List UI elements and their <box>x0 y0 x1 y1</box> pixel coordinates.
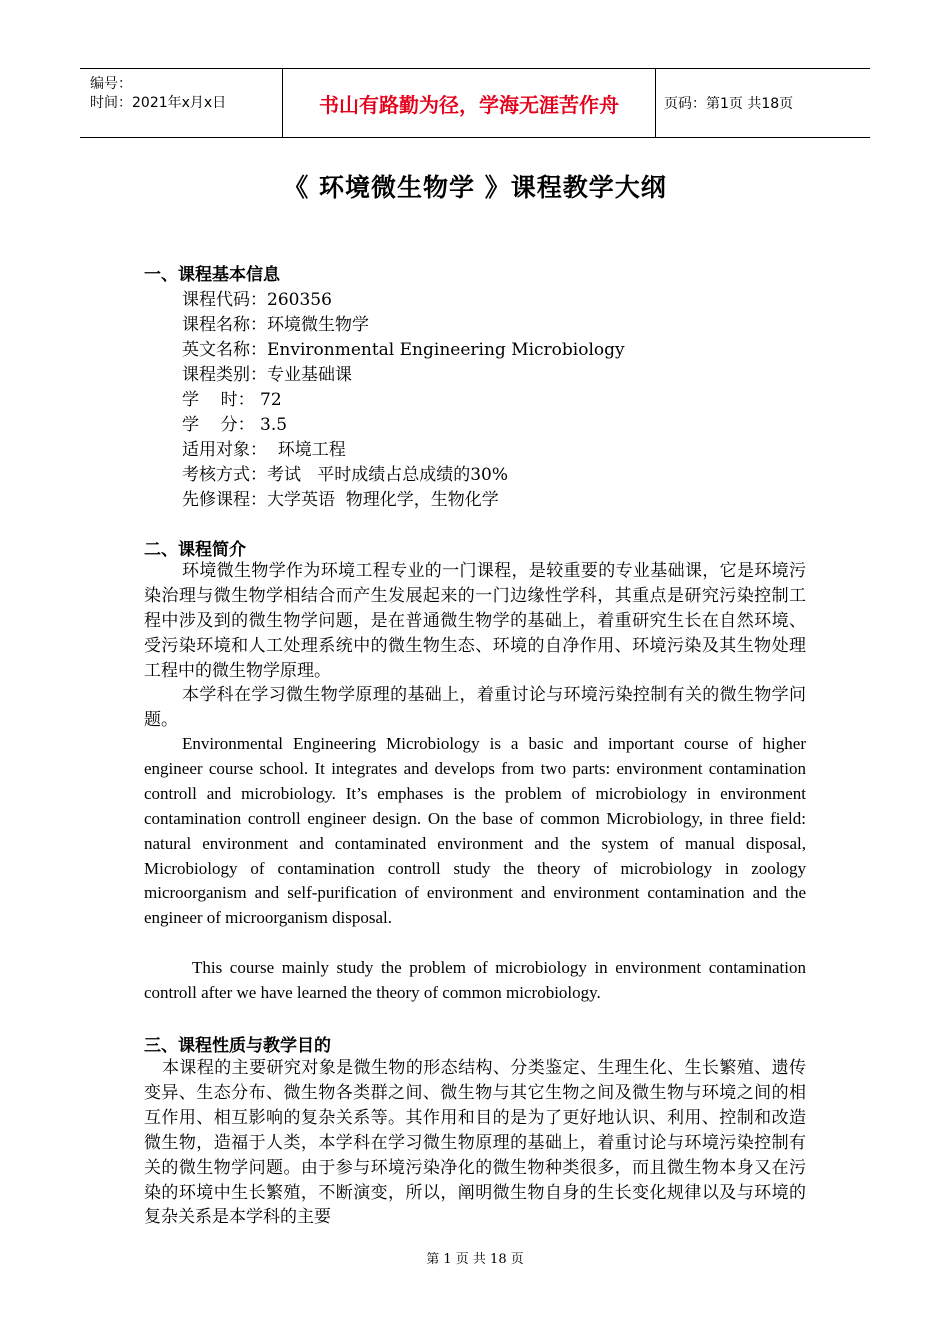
page-info: 页码：第1页 共18页 <box>664 96 794 112</box>
section1-heading: 一、课程基本信息 <box>144 265 280 285</box>
info-course-code: 课程代码：260356 <box>182 290 332 310</box>
header-info-cell <box>80 69 283 137</box>
section3-heading: 三、课程性质与教学目的 <box>144 1036 331 1056</box>
page-footer: 第 1 页 共 18 页 <box>426 1252 524 1267</box>
document-title: 《 环境微生物学 》课程教学大纲 <box>283 173 667 202</box>
nature-paragraph-1: 本课程的主要研究对象是微生物的形态结构、分类鉴定、生理生化、生长繁殖、遗传变异、生态分布、微生物各类群之间、微生物与其它生物之间及微生物与环境之间的相互作用、相互影响的复杂关系等。其作用和目的是为了更好地认识、利用、控制和改造微生物，造福于人类，本学科在学习微生物原理的基础上，着重讨论与环境污染控制有关的微生物学问题。由于参与环境污染净化的微生物种类很多，而且微生物本身又在污染的环境中生长繁殖，不断演变，所以，阐明微生物自身的生长变化规律以及与环境的复杂关系是本学科的主要 <box>144 1058 806 1228</box>
info-course-name: 课程名称：环境微生物学 <box>182 315 369 335</box>
motto: 书山有路勤为径，学海无涯苦作舟 <box>283 69 656 137</box>
info-assessment: 考核方式：考试 平时成绩占总成绩的30% <box>182 465 508 485</box>
intro-paragraph-2: 本学科在学习微生物学原理的基础上，着重讨论与环境污染控制有关的微生物学问题。 <box>144 685 806 730</box>
section2-heading: 二、课程简介 <box>144 540 246 560</box>
intro-paragraph-1: 环境微生物学作为环境工程专业的一门课程，是较重要的专业基础课，它是环境污染治理与微生物学相结合而产生发展起来的一门边缘性学科，其重点是研究污染控制工程中涉及到的微生物学问题，是在普通微生物学的基础上，着重研究生长在自然环境、受污染环境和人工处理系统中的微生物生态、环境的自净作用、环境污染及其生物处理工程中的微生物学原理。 <box>144 561 806 681</box>
info-category: 课程类别：专业基础课 <box>182 365 352 385</box>
intro-paragraph-english-1: Environmental Engineering Microbiology is a basic and important course of higher engineer course school. It integrates and develops from two parts: environment contamination controll and microbiology. It’s emphases is the problem of microbiology in environment contamination controll engineer design. On the base of common Microbiology, in three field: natural environment and contaminated environment and the system of manual disposal, Microbiology of contamination controll study the theory of microbiology in zoology microorganism and self-purification of environment and environment contamination and the engineer of microorganism disposal. <box>144 734 806 928</box>
info-english-name: 英文名称：Environmental Engineering Microbiology <box>182 340 625 360</box>
info-audience: 适用对象： 环境工程 <box>182 440 346 460</box>
info-prerequisites: 先修课程：大学英语 物理化学，生物化学 <box>182 490 499 510</box>
page-header <box>80 68 870 138</box>
number-label: 编号： <box>90 76 132 92</box>
info-credits: 学 分： 3.5 <box>182 415 288 435</box>
intro-paragraph-english-2: This course mainly study the problem of microbiology in environment contamination controll after we have learned the theory of common microbiology. <box>144 958 806 1002</box>
date-line: 时间：2021年x月x日 <box>90 95 227 111</box>
info-hours: 学 时： 72 <box>182 390 282 410</box>
